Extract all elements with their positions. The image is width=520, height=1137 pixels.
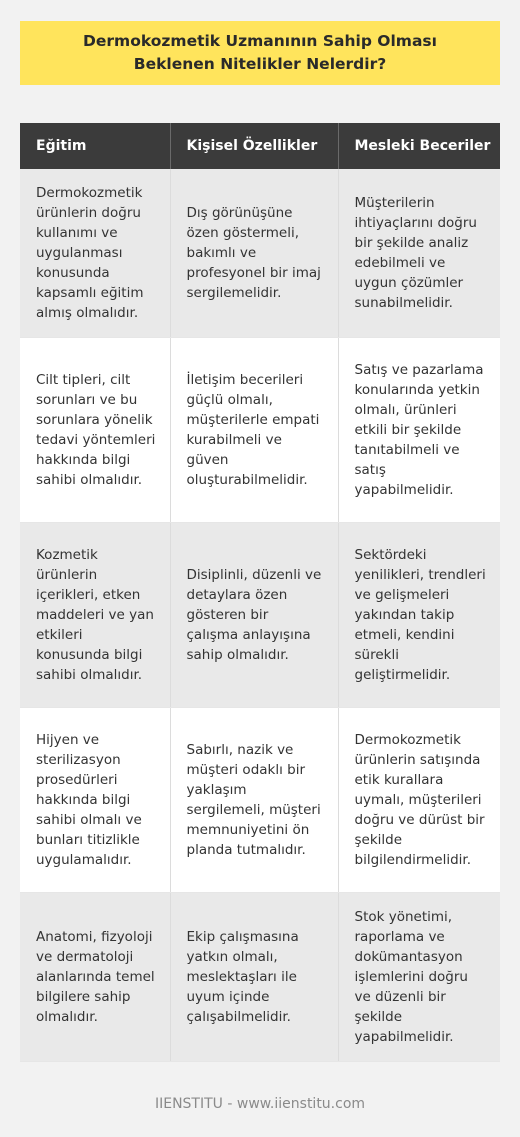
table-row [20, 338, 500, 523]
title-banner [20, 21, 500, 85]
table-cell: Stok yönetimi, raporlama ve dokümantasyon işlemlerini doğru ve düzenli bir şekilde yapabilmelidir. [338, 893, 500, 1062]
table-cell: Ekip çalışmasına yatkın olmalı, meslektaşları ile uyum içinde çalışabilmelidir. [170, 893, 338, 1062]
table-cell: İletişim becerileri güçlü olmalı, müşterilerle empati kurabilmeli ve güven oluşturabilmelidir. [170, 338, 338, 523]
table-cell: Dermokozmetik ürünlerin satışında etik kurallara uymalı, müşterileri doğru ve dürüst bir şekilde bilgilendirmelidir. [338, 708, 500, 893]
table-cell: Sektördeki yenilikleri, trendleri ve gelişmeleri yakından takip etmeli, kendini sürekli geliştirmelidir. [338, 523, 500, 708]
table-row [20, 523, 500, 708]
table-cell: Dış görünüşüne özen göstermeli, bakımlı ve profesyonel bir imaj sergilemelidir. [170, 169, 338, 338]
column-header-kisisel-ozellikler: Kişisel Özellikler [170, 123, 338, 169]
footer-credit: IIENSTITU - www.iienstitu.com [154, 1096, 366, 1112]
table-cell: Müşterilerin ihtiyaçlarını doğru bir şekilde analiz edebilmeli ve uygun çözümler sunabilmelidir. [338, 169, 500, 338]
table-cell: Hijyen ve sterilizasyon prosedürleri hakkında bilgi sahibi olmalı ve bunları titizlikle uygulamalıdır. [20, 708, 170, 893]
table-cell: Sabırlı, nazik ve müşteri odaklı bir yaklaşım sergilemeli, müşteri memnuniyetini ön planda tutmalıdır. [170, 708, 338, 893]
table-cell: Cilt tipleri, cilt sorunları ve bu sorunlara yönelik tedavi yöntemleri hakkında bilgi sahibi olmalıdır. [20, 338, 170, 523]
table-row [20, 893, 500, 1062]
table-header-row [20, 123, 500, 169]
table-cell: Dermokozmetik ürünlerin doğru kullanımı ve uygulanması konusunda kapsamlı eğitim almış olmalıdır. [20, 169, 170, 338]
table-cell: Satış ve pazarlama konularında yetkin olmalı, ürünleri etkili bir şekilde tanıtabilmeli ve satış yapabilmelidir. [338, 338, 500, 523]
table-row [20, 708, 500, 893]
table-cell: Anatomi, fizyoloji ve dermatoloji alanlarında temel bilgilere sahip olmalıdır. [20, 893, 170, 1062]
page-title: Dermokozmetik Uzmanının Sahip Olması Beklenen Nitelikler Nelerdir? [83, 32, 437, 73]
qualifications-table [20, 123, 500, 1062]
table-row [20, 169, 500, 338]
column-header-egitim: Eğitim [20, 123, 170, 169]
table-cell: Disiplinli, düzenli ve detaylara özen gösteren bir çalışma anlayışına sahip olmalıdır. [170, 523, 338, 708]
column-header-mesleki-beceriler: Mesleki Beceriler [338, 123, 500, 169]
table-cell: Kozmetik ürünlerin içerikleri, etken maddeleri ve yan etkileri konusunda bilgi sahibi olmalıdır. [20, 523, 170, 708]
